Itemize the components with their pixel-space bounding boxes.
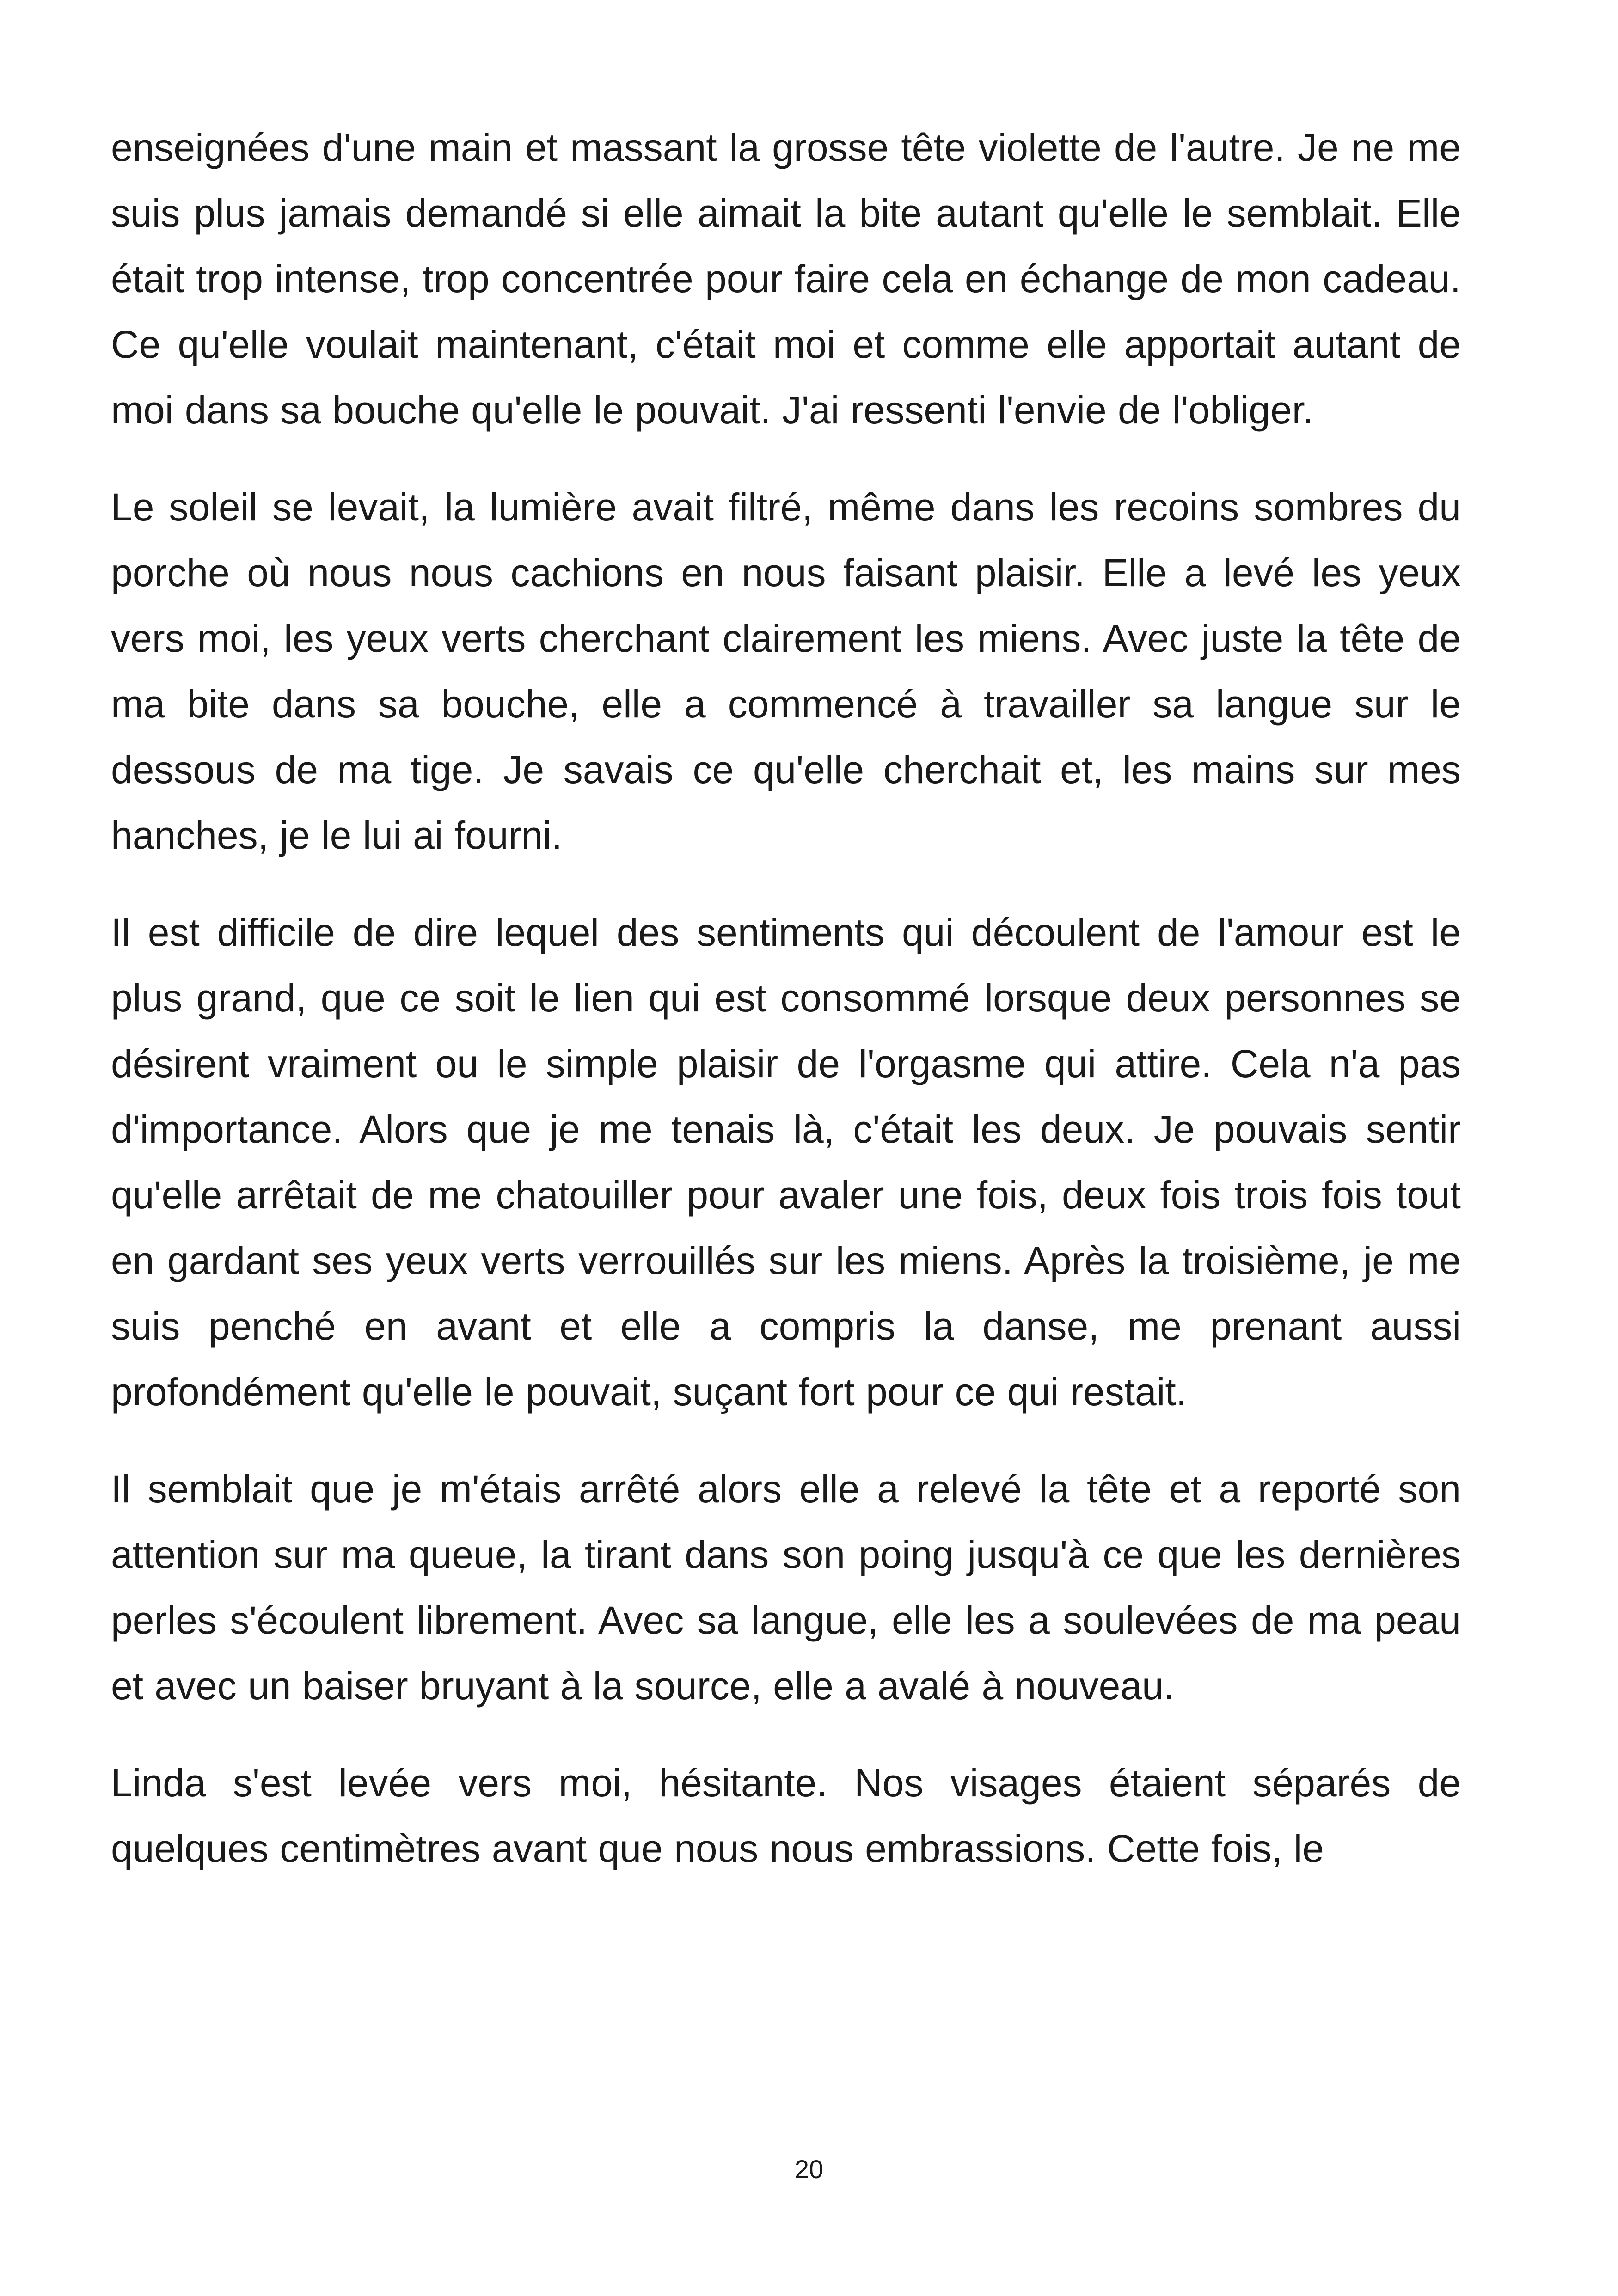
paragraph-4: Il semblait que je m'étais arrêté alors elle a relevé la tête et a reporté son attention sur ma queue, la tirant dans son poing jusqu'à ce que les dernières perles s'écoulent librement. Avec sa langue, elle les a soulevées de ma peau et avec un baiser bruyant à la source, elle a avalé à nouveau. xyxy=(111,1467,1461,1708)
paragraph-3: Il est difficile de dire lequel des sentiments qui découlent de l'amour est le plus grand, que ce soit le lien qui est consommé lorsque deux personnes se désirent vraiment ou le simple plaisir de l'orgasme qui attire. Cela n'a pas d'importance. Alors que je me tenais là, c'était les deux. Je pouvais sentir qu'elle arrêtait de me chatouiller pour avaler une fois, deux fois trois fois tout en gardant ses yeux verts verrouillés sur les miens. Après la troisième, je me suis penché en avant et elle a compris la danse, me prenant aussi profondément qu'elle le pouvait, suçant fort pour ce qui restait. xyxy=(111,911,1461,1414)
paragraph-5: Linda s'est levée vers moi, hésitante. Nos visages étaient séparés de quelques centimètres avant que nous nous embrassions. Cette fois, le xyxy=(111,1761,1461,1870)
page-number: 20 xyxy=(794,2155,824,2184)
paragraph-2: Le soleil se levait, la lumière avait filtré, même dans les recoins sombres du porche où nous nous cachions en nous faisant plaisir. Elle a levé les yeux vers moi, les yeux verts cherchant clairement les miens. Avec juste la tête de ma bite dans sa bouche, elle a commencé à travailler sa langue sur le dessous de ma tige. Je savais ce qu'elle cherchait et, les mains sur mes hanches, je le lui ai fourni. xyxy=(111,485,1461,857)
body-text xyxy=(111,115,1461,1913)
paragraph-1: enseignées d'une main et massant la grosse tête violette de l'autre. Je ne me suis plus jamais demandé si elle aimait la bite autant qu'elle le semblait. Elle était trop intense, trop concentrée pour faire cela en échange de mon cadeau. Ce qu'elle voulait maintenant, c'était moi et comme elle apportait autant de moi dans sa bouche qu'elle le pouvait. J'ai ressenti l'envie de l'obliger. xyxy=(111,126,1461,432)
